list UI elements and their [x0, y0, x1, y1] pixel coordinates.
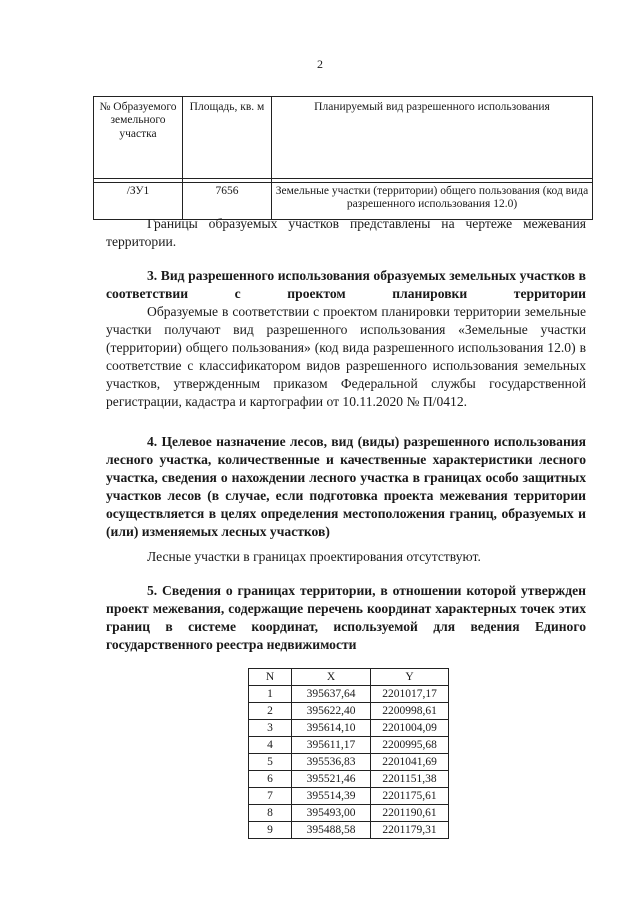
- area-cell: 7656: [183, 183, 272, 220]
- y-coordinate: 2201179,31: [371, 822, 449, 839]
- point-number: 4: [249, 737, 292, 754]
- point-number: 8: [249, 805, 292, 822]
- table-row: [249, 720, 449, 737]
- y-coordinate: 2201190,61: [371, 805, 449, 822]
- section-4-body: Лесные участки в границах проектирования отсутствуют.: [147, 549, 481, 564]
- section-4-heading: 4. Целевое назначение лесов, вид (виды) разрешенного использования лесного участка, количественные и качественные характеристики лесного участка, сведения о нахождении лесного участка в границах особо защитных участков лесов (в случае, если подготовка проекта межевания территории осуществляется в целях определения местоположения границ, образуемых и (или) изменяемых лесных участков): [106, 434, 586, 539]
- x-coordinate: 395493,00: [292, 805, 371, 822]
- point-number: 6: [249, 771, 292, 788]
- x-coordinate: 395637,64: [292, 686, 371, 703]
- header-y: Y: [371, 669, 449, 686]
- y-coordinate: 2201017,17: [371, 686, 449, 703]
- header-area: Площадь, кв. м: [183, 97, 272, 179]
- header-permitted-use: Планируемый вид разрешенного использования: [272, 97, 593, 179]
- plot-number-cell: /ЗУ1: [94, 183, 183, 220]
- x-coordinate: 395611,17: [292, 737, 371, 754]
- y-coordinate: 2201175,61: [371, 788, 449, 805]
- header-plot-number: № Образуемого земельного участка: [94, 97, 183, 179]
- point-number: 1: [249, 686, 292, 703]
- table-row: [249, 754, 449, 771]
- header-n: N: [249, 669, 292, 686]
- table-row: [249, 703, 449, 720]
- x-coordinate: 395488,58: [292, 822, 371, 839]
- permitted-use-cell: Земельные участки (территории) общего пользования (код вида разрешенного использования 12.0): [272, 183, 593, 220]
- y-coordinate: 2200998,61: [371, 703, 449, 720]
- section-5-heading: 5. Сведения о границах территории, в отношении которой утвержден проект межевания, содержащие перечень координат характерных точек этих границ в системе координат, используемой для ведения Единого государственного реестра недвижимости: [106, 583, 586, 652]
- table-row: [249, 788, 449, 805]
- x-coordinate: 395622,40: [292, 703, 371, 720]
- point-number: 2: [249, 703, 292, 720]
- y-coordinate: 2201004,09: [371, 720, 449, 737]
- y-coordinate: 2201151,38: [371, 771, 449, 788]
- table-row: [249, 686, 449, 703]
- point-number: 5: [249, 754, 292, 771]
- section-3-body: Образуемые в соответствии с проектом планировки территории земельные участки получают вид разрешенного использования «Земельные участки (территории) общего пользования» (код вида разрешенного использования 12.0) в соответствие с классификатором видов разрешенного использования земельных участков, утвержденным приказом Федеральной службы государственной регистрации, кадастра и картографии от 10.11.2020 № П/0412.: [106, 304, 586, 409]
- table-row: [249, 805, 449, 822]
- y-coordinate: 2200995,68: [371, 737, 449, 754]
- x-coordinate: 395514,39: [292, 788, 371, 805]
- x-coordinate: 395521,46: [292, 771, 371, 788]
- land-plot-table: [93, 96, 593, 220]
- table-row: [249, 822, 449, 839]
- x-coordinate: 395614,10: [292, 720, 371, 737]
- boundaries-note: Границы образуемых участков представлены на чертеже межевания территории.: [106, 216, 586, 249]
- coordinates-table: [248, 668, 449, 839]
- y-coordinate: 2201041,69: [371, 754, 449, 771]
- table-row: [249, 771, 449, 788]
- page-number: 2: [317, 57, 323, 71]
- x-coordinate: 395536,83: [292, 754, 371, 771]
- table-row: [94, 183, 593, 220]
- point-number: 3: [249, 720, 292, 737]
- table-row: [249, 737, 449, 754]
- section-3-heading: 3. Вид разрешенного использования образуемых земельных участков в соответствии с проектом планировки территории: [106, 268, 586, 301]
- table-header-row: [94, 97, 593, 179]
- header-x: X: [292, 669, 371, 686]
- point-number: 7: [249, 788, 292, 805]
- point-number: 9: [249, 822, 292, 839]
- table-header-row: [249, 669, 449, 686]
